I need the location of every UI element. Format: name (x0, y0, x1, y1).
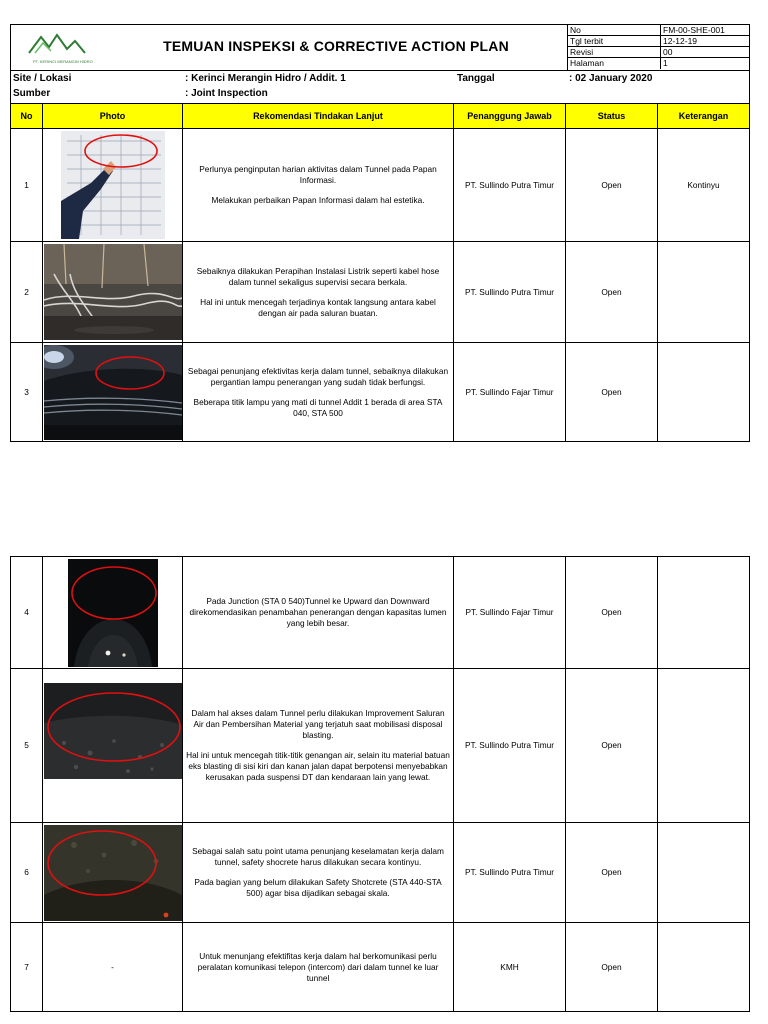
status-value: Open (566, 343, 658, 442)
status-value: Open (566, 557, 658, 668)
keterangan-value (658, 242, 749, 342)
rekomendasi-cell: Dalam hal akses dalam Tunnel perlu dilakukan Improvement Saluran Air dan Pembersihan Material yang terjatuh saat mobilisasi disposal blasting. Hal ini untuk mencegah titik-titik genangan air, selain itu material batuan eks blasting di sisi kiri dan kanan jalan dapat berpotensi menyebabkan kerusakan pada suspensi DT dan kendaraan lain yang lewat. (183, 669, 454, 822)
penanggung-jawab: PT. Sullindo Fajar Timur (454, 343, 566, 442)
tanggal-label: Tanggal (457, 73, 495, 84)
col-rekomendasi: Rekomendasi Tindakan Lanjut (183, 104, 454, 128)
photo-cell (43, 669, 183, 822)
penanggung-jawab: PT. Sullindo Putra Timur (454, 823, 566, 922)
photo-cell (43, 557, 183, 668)
photo-cell (43, 823, 183, 922)
photo-cell: - (43, 923, 183, 1011)
status-value: Open (566, 823, 658, 922)
meta-row-tgl-terbit: Tgl terbit 12-12-19 (568, 36, 750, 47)
photo-shotcrete (44, 825, 182, 921)
col-photo: Photo (43, 104, 183, 128)
penanggung-jawab: PT. Sullindo Putra Timur (454, 669, 566, 822)
penanggung-jawab: PT. Sullindo Fajar Timur (454, 557, 566, 668)
photo-papan-informasi (61, 131, 165, 239)
keterangan-value (658, 557, 749, 668)
status-value: Open (566, 923, 658, 1011)
penanggung-jawab: PT. Sullindo Putra Timur (454, 129, 566, 241)
meta-row-revisi: Revisi 00 (568, 47, 750, 58)
photo-instalasi-listrik (44, 244, 182, 340)
rekomendasi-cell: Untuk menunjang efektifitas kerja dalam hal berkomunikasi perlu peralatan komunikasi telepon (intercom) dari dalam tunnel ke luar tunnel (183, 923, 454, 1011)
rekomendasi-cell: Sebaiknya dilakukan Perapihan Instalasi Listrik seperti kabel hose dalam tunnel sekaligus supervisi secara berkala. Hal ini untuk mencegah terjadinya kontak langsung antara kabel dengan air pada saluran buatan. (183, 242, 454, 342)
document-title: TEMUAN INSPEKSI & CORRECTIVE ACTION PLAN (163, 38, 509, 54)
logo-text: PT. KERINCI MERANGIN HIDRO (33, 59, 93, 64)
col-status: Status (566, 104, 658, 128)
info-sumber-row (11, 86, 749, 101)
photo-cell (43, 129, 183, 241)
table-row (11, 129, 749, 242)
status-value: Open (566, 129, 658, 241)
site-label: Site / Lokasi (13, 73, 72, 84)
keterangan-value: Kontinyu (687, 179, 720, 190)
row-number: 6 (11, 823, 43, 922)
meta-row-halaman: Halaman 1 (570, 58, 668, 68)
document-header (11, 25, 749, 71)
table-row (11, 669, 749, 823)
table-row (11, 343, 749, 442)
penanggung-jawab: PT. Sullindo Putra Timur (454, 242, 566, 342)
table-row (11, 557, 749, 669)
photo-lampu-tunnel (44, 345, 182, 440)
table-row (11, 242, 749, 343)
col-no: No (11, 104, 43, 128)
rekomendasi-cell: Sebagai salah satu point utama penunjang keselamatan kerja dalam tunnel, safety shocrete harus dilakukan secara kontinyu. Pada bagian yang belum dilakukan Safety Shotcrete (STA 440-STA 500) agar bisa dijadikan sebagai skala. (183, 823, 454, 922)
photo-cell (43, 242, 183, 342)
sumber-value: : Joint Inspection (185, 88, 268, 99)
table-row (11, 823, 749, 923)
tanggal-value: : 02 January 2020 (569, 73, 653, 84)
rekomendasi-cell: Pada Junction (STA 0 540)Tunnel ke Upward dan Downward direkomendasikan penambahan penerangan dengan kapasitas lumen yang lebih besar. (183, 557, 454, 668)
row-number: 2 (11, 242, 43, 342)
row-number: 4 (11, 557, 43, 668)
col-keterangan: Keterangan (678, 111, 729, 121)
sumber-label: Sumber (13, 88, 51, 99)
site-value: : Kerinci Merangin Hidro / Addit. 1 (185, 73, 346, 84)
info-site-row (11, 71, 749, 86)
inspection-sheet-page-1 (10, 24, 750, 442)
keterangan-value (658, 343, 749, 442)
company-logo (25, 31, 93, 65)
document-meta (567, 25, 749, 71)
meta-row-no: No FM-00-SHE-001 (568, 25, 750, 36)
keterangan-value (658, 923, 749, 1011)
col-penanggung-jawab: Penanggung Jawab (454, 104, 566, 128)
rekomendasi-cell: Perlunya penginputan harian aktivitas dalam Tunnel pada Papan Informasi. Melakukan perbaikan Papan Informasi dalam hal estetika. (183, 129, 454, 241)
photo-junction-gelap (68, 559, 158, 667)
table-header (11, 103, 749, 129)
row-number: 5 (11, 669, 43, 822)
status-value: Open (566, 242, 658, 342)
table-row (11, 923, 749, 1011)
keterangan-value (658, 669, 749, 822)
row-number: 7 (11, 923, 43, 1011)
photo-akses-tunnel (44, 683, 182, 779)
row-number: 3 (11, 343, 43, 442)
photo-cell (43, 343, 183, 442)
row-number: 1 (11, 129, 43, 241)
status-value: Open (566, 669, 658, 822)
rekomendasi-cell: Sebagai penunjang efektivitas kerja dalam tunnel, sebaiknya dilakukan pergantian lampu penerangan yang sudah tidak berfungsi. Beberapa titik lampu yang mati di tunnel Addit 1 berada di area STA 040, STA 500 (183, 343, 454, 442)
inspection-sheet-page-2 (10, 556, 750, 1012)
penanggung-jawab: KMH (454, 923, 566, 1011)
keterangan-value (658, 823, 749, 922)
